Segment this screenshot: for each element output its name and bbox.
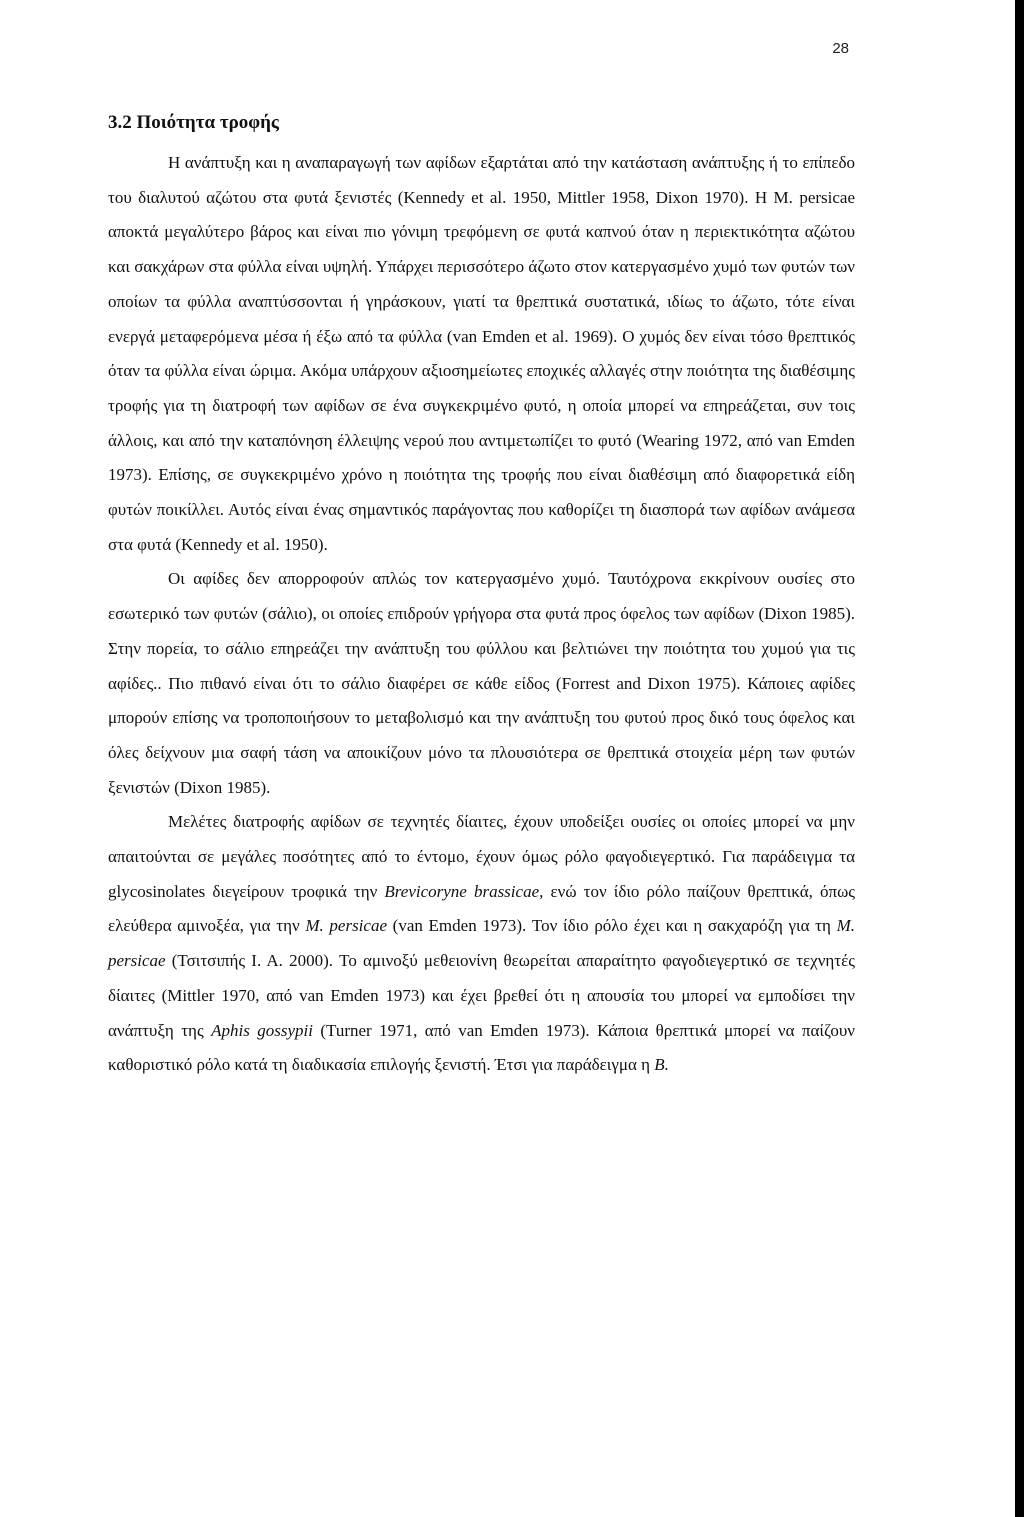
body-text [108,146,855,1083]
paragraph-3-text-4: (Τσιτσιπής Ι. Α. 2000). Το αμινοξύ μεθειονίνη θεωρείται απαραίτητο φαγοδιεγερτικό σε τεχνητές δίαιτες (Mittler 1970, από van Emden 1973) και έχει βρεθεί ότι η απουσία του μπορεί να εμποδίσει την ανάπτυξη της [108,951,855,1040]
paragraph-3-text-5: (Turner 1971, από van Emden 1973). Κάποια θρεπτικά μπορεί να παίζουν καθοριστικό ρόλο κατά τη διαδικασία επιλογής ξενιστή. Έτσι για παράδειγμα η [108,1020,855,1075]
paragraph-2: Οι αφίδες δεν απορροφούν απλώς τον κατεργασμένο χυμό. Ταυτόχρονα εκκρίνουν ουσίες στο εσωτερικό των φυτών (σάλιο), οι οποίες επιδρούν γρήγορα στα φυτά προς όφελος των αφίδων (Dixon 1985). Στην πορεία, το σάλιο επηρεάζει την ανάπτυξη του φύλλου και βελτιώνει την ποιότητα του χυμού για τις αφίδες.. Πιο πιθανό είναι ότι το σάλιο διαφέρει σε κάθε είδος (Forrest and Dixon 1975). Κάποιες αφίδες μπορούν επίσης να τροποποιήσουν το μεταβολισμό και την ανάπτυξη του φυτού προς δικό τους όφελος και όλες δείχνουν μια σαφή τάση να αποικίζουν μόνο τα πλουσιότερα σε θρεπτικά στοιχεία μέρη των φυτών ξενιστών (Dixon 1985). [108,569,855,797]
species-name: Aphis gossypii [211,1020,313,1040]
species-name: B. [654,1055,669,1075]
species-name: M. persicae [305,916,387,936]
paragraph-1: Η ανάπτυξη και η αναπαραγωγή των αφίδων εξαρτάται από την κατάσταση ανάπτυξης ή το επίπεδο του διαλυτού αζώτου στα φυτά ξενιστές (Kennedy et al. 1950, Mittler 1958, Dixon 1970). Η M. persicae αποκτά μεγαλύτερο βάρος και είναι πιο γόνιμη τρεφόμενη σε φυτά καπνού όταν η περιεκτικότητα αζώτου και σακχάρων στα φύλλα είναι υψηλή. Υπάρχει περισσότερο άζωτο στον κατεργασμένο χυμό των φυτών των οποίων τα φύλλα αναπτύσσονται ή γηράσκουν, γιατί τα θρεπτικά συστατικά, ιδίως το άζωτο, τότε είναι ενεργά μεταφερόμενα μέσα ή έξω από τα φύλλα (van Emden et al. 1969). Ο χυμός δεν είναι τόσο θρεπτικός όταν τα φύλλα είναι ώριμα. Ακόμα υπάρχουν αξιοσημείωτες εποχικές αλλαγές στην ποιότητα της διαθέσιμης τροφής για τη διατροφή των αφίδων σε ένα συγκεκριμένο φυτό, η οποία μπορεί να επηρεάζεται, συν τοις άλλοις, και από την καταπόνηση έλλειψης νερού που αντιμετωπίζει το φυτό (Wearing 1972, από van Emden 1973). Επίσης, σε συγκεκριμένο χρόνο η ποιότητα της τροφής που είναι διαθέσιμη από διαφορετικά είδη φυτών ποικίλλει. Αυτός είναι ένας σημαντικός παράγοντας που καθορίζει τη διασπορά των αφίδων ανάμεσα στα φυτά (Kennedy et al. 1950). [108,153,855,554]
section-heading: 3.2 Ποιότητα τροφής [108,112,279,133]
species-name: M. persicae [108,916,855,971]
paragraph-3-text-1: Μελέτες διατροφής αφίδων σε τεχνητές δίαιτες, έχουν υποδείξει ουσίες οι οποίες μπορεί να μην απαιτούνται σε μεγάλες ποσότητες από το έντομο, έχουν όμως ρόλο φαγοδιεγερτικό. Για παράδειγμα τα glycosinolates διεγείρουν τροφικά την [108,812,855,901]
paragraph-3-text-2: ενώ τον ίδιο ρόλο παίζουν θρεπτικά, όπως ελεύθερα αμινοξέα, για την [108,881,856,936]
page-number: 28 [832,40,849,57]
paragraph-3-text-3: (van Emden 1973). Τον ίδιο ρόλο έχει και η σακχαρόζη για τη [387,916,837,936]
species-name: Brevicoryne brassicae, [384,881,544,901]
paragraph-3 [108,805,855,1083]
